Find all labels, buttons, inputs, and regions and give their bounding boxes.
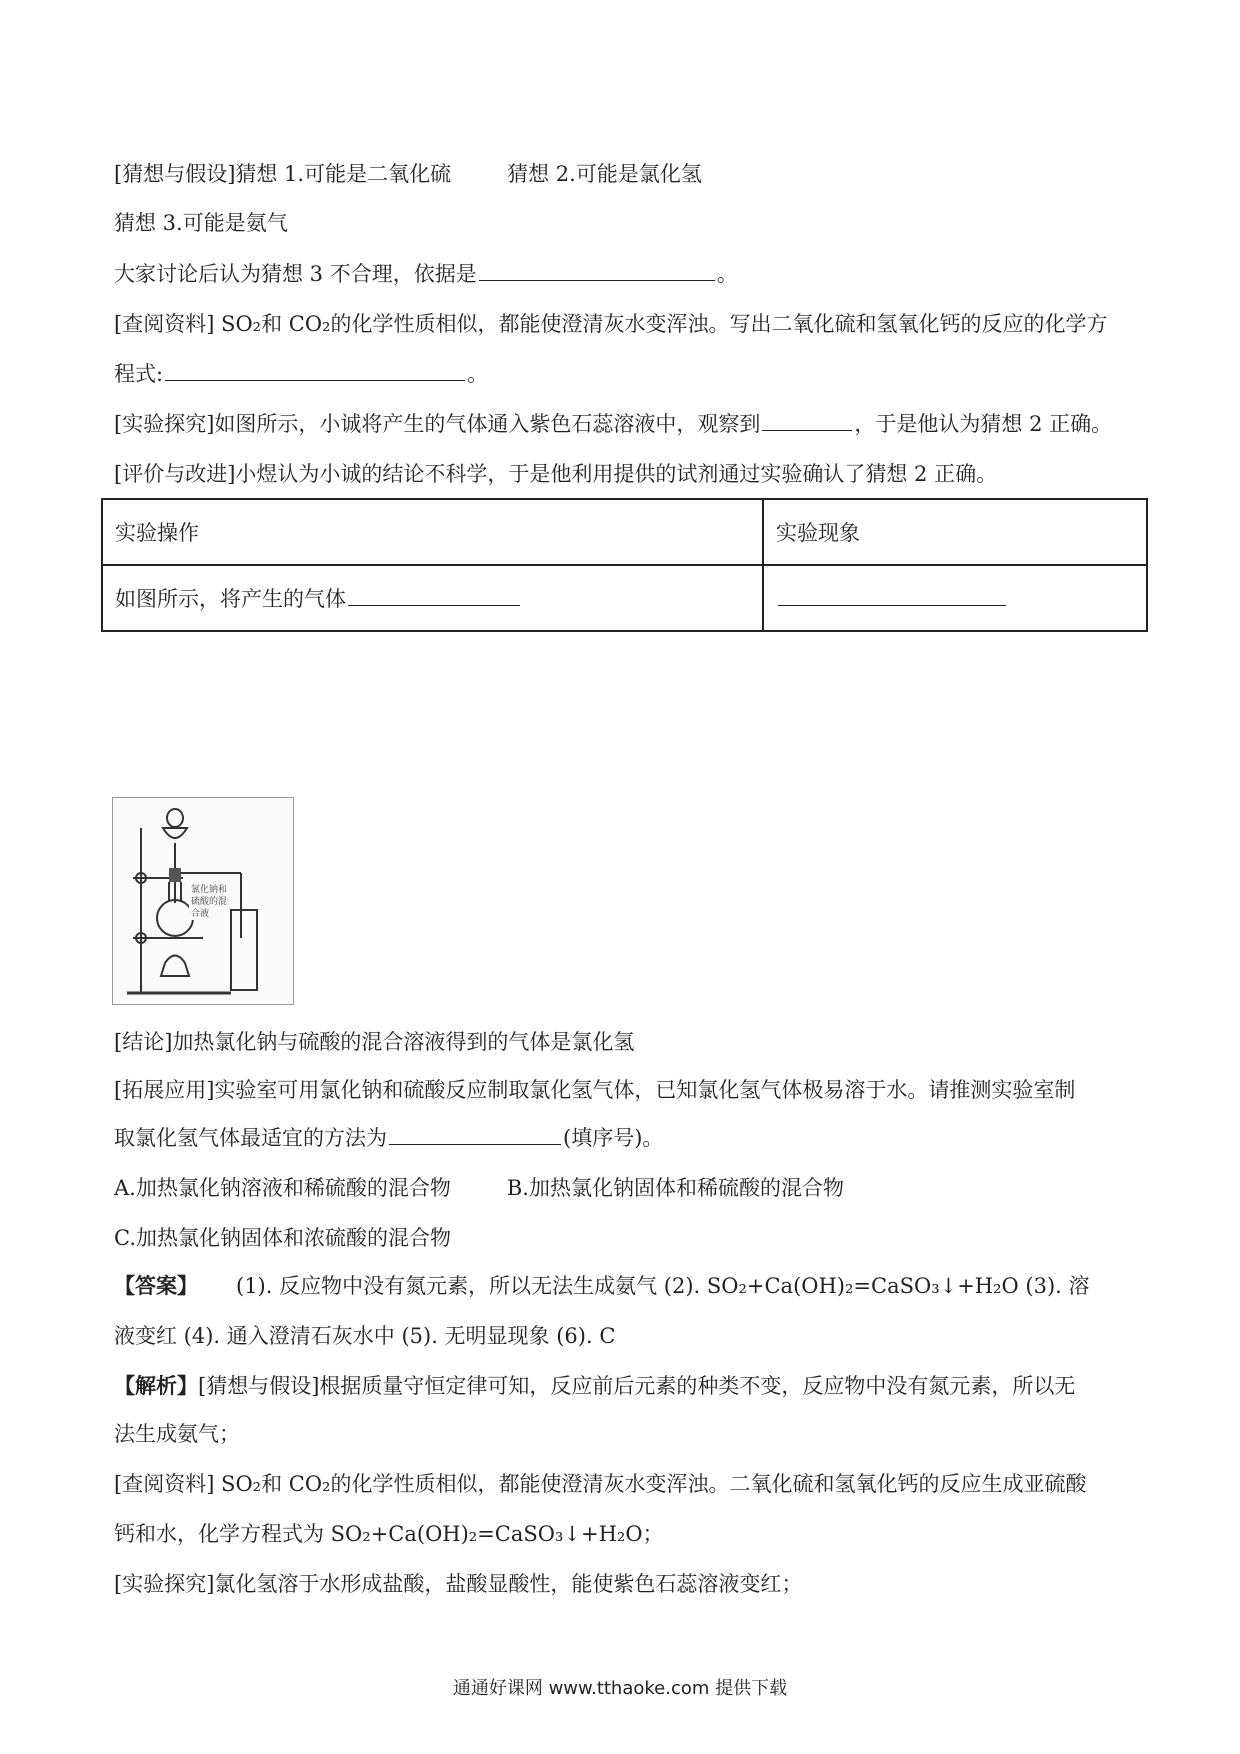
table-row: [102, 499, 1147, 565]
operation-text: 如图所示，将产生的气体: [115, 587, 346, 611]
option-b: B.加热氯化钠固体和稀硫酸的混合物: [506, 1176, 844, 1200]
figure-label-1: 氯化钠和: [191, 885, 228, 895]
table-header-phenomenon: 实验现象: [763, 499, 1147, 565]
text-line-discussion: [114, 260, 738, 288]
answer-blank-1[interactable]: [479, 260, 715, 281]
option-a: A.加热氯化钠溶液和稀硫酸的混合物: [114, 1176, 451, 1200]
answer-blank-2[interactable]: [165, 360, 465, 381]
method-text-end: (填序号)。: [563, 1126, 664, 1150]
answer-text: (1). 反应物中没有氮元素，所以无法生成氨气 (2). SO₂+Ca(OH)₂=CaSO₃↓+H₂O (3). 溶: [236, 1274, 1090, 1298]
experiment-text: [实验探究]如图所示，小诚将产生的气体通入紫色石蕊溶液中，观察到: [114, 412, 761, 436]
answer-blank-3[interactable]: [762, 410, 852, 431]
table-cell-operation: [102, 565, 763, 631]
period: 。: [467, 362, 489, 386]
table-row: [102, 565, 1147, 631]
hypothesis-2: 猜想 2.可能是氯化氢: [507, 162, 702, 186]
table-header-operation: 实验操作: [102, 499, 763, 565]
experiment-table: [101, 498, 1148, 632]
text-line-analysis: [114, 1372, 1075, 1400]
text-line-reference-analysis-cont: 钙和水，化学方程式为 SO₂+Ca(OH)₂=CaSO₃↓+H₂O；: [114, 1522, 664, 1546]
page-footer: 通通好课网 www.tthaoke.com 提供下载: [452, 1678, 788, 1699]
text-line-experiment: [114, 410, 1112, 438]
experiment-text-end: ，于是他认为猜想 2 正确。: [854, 412, 1113, 436]
table-cell-phenomenon: [763, 565, 1147, 631]
text-line-experiment-analysis: [实验探究]氯化氢溶于水形成盐酸，盐酸显酸性，能使紫色石蕊溶液变红；: [114, 1572, 803, 1596]
discussion-text: 大家讨论后认为猜想 3 不合理，依据是: [114, 262, 477, 286]
text-line-answer: [114, 1272, 1090, 1300]
text-line-evaluation: [评价与改进]小煜认为小诚的结论不科学，于是他利用提供的试剂通过实验确认了猜想 2 正确。: [114, 462, 998, 486]
option-c: C.加热氯化钠固体和浓硫酸的混合物: [114, 1226, 451, 1250]
text-line-answer-cont: 液变红 (4). 通入澄清石灰水中 (5). 无明显现象 (6). C: [114, 1324, 616, 1348]
apparatus-diagram: [113, 798, 293, 1004]
text-line-hypothesis-3: 猜想 3.可能是氨气: [114, 211, 288, 235]
figure-label-3: 合液: [191, 909, 210, 919]
answer-label: 【答案】: [114, 1273, 198, 1298]
answer-blank-6[interactable]: [389, 1124, 561, 1145]
text-line-hypothesis: [114, 160, 702, 188]
text-line-equation: [114, 360, 488, 388]
text-line-analysis-cont: 法生成氨气；: [114, 1422, 240, 1446]
text-line-conclusion: [结论]加热氯化钠与硫酸的混合溶液得到的气体是氯化氢: [114, 1030, 635, 1054]
analysis-label: 【解析】: [114, 1373, 198, 1398]
period: 。: [716, 262, 738, 286]
text-line-reference-analysis: [查阅资料] SO₂和 CO₂的化学性质相似，都能使澄清灰水变浑浊。二氧化硫和氢氧化钙的反应生成亚硫酸: [114, 1472, 1087, 1496]
answer-blank-4[interactable]: [348, 585, 520, 606]
apparatus-figure: [112, 797, 294, 1005]
text-line-application: [拓展应用]实验室可用氯化钠和硫酸反应制取氯化氢气体，已知氯化氢气体极易溶于水。请推测实验室制: [114, 1078, 1076, 1102]
figure-label-2: 硫酸的混: [191, 897, 228, 907]
text-line-method: [114, 1124, 663, 1152]
analysis-text: [猜想与假设]根据质量守恒定律可知，反应前后元素的种类不变，反应物中没有氮元素，所以无: [198, 1374, 1076, 1398]
method-text: 取氯化氢气体最适宜的方法为: [114, 1126, 387, 1150]
answer-blank-5[interactable]: [778, 585, 1006, 606]
text-line-reference: [查阅资料] SO₂和 CO₂的化学性质相似，都能使澄清灰水变浑浊。写出二氧化硫和氢氧化钙的反应的化学方: [114, 312, 1108, 336]
text-line-options-ab: [114, 1174, 844, 1202]
equation-prompt: 程式:: [114, 362, 164, 386]
hypothesis-1: [猜想与假设]猜想 1.可能是二氧化硫: [114, 162, 452, 186]
